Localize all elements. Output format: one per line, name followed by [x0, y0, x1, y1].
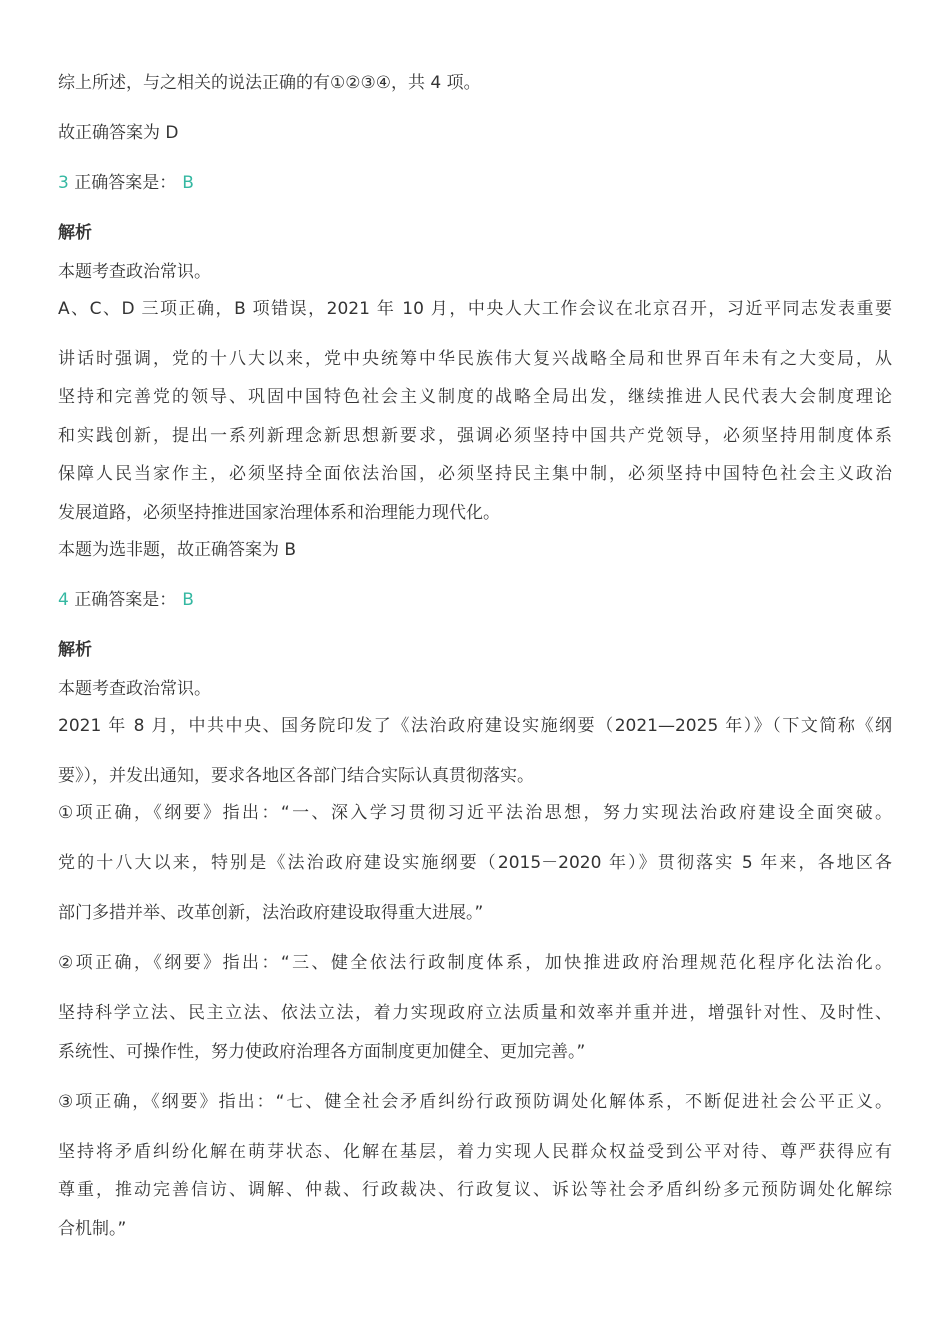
q3-paragraph-line: 保障人民当家作主，必须坚持全面依法治国，必须坚持民主集中制，必须坚持中国特色社会主义政治	[58, 464, 892, 484]
q3-answer-label: 正确答案是：	[68, 173, 177, 193]
summary-line: 综上所述，与之相关的说法正确的有①②③④，共 4 项。	[58, 73, 481, 93]
q4-paragraph-line: 坚持科学立法、民主立法、依法立法，着力实现政府立法质量和效率并重并进，增强针对性、及时性、	[58, 1003, 892, 1023]
q3-analysis-heading: 解析	[58, 223, 92, 243]
q4-topic: 本题考查政治常识。	[58, 679, 211, 699]
q4-paragraph-line: 2021 年 8 月，中共中央、国务院印发了《法治政府建设实施纲要（2021—2025 年）》（下文简称《纲	[58, 716, 892, 736]
q4-paragraph-line: 党的十八大以来，特别是《法治政府建设实施纲要（2015－2020 年）》贯彻落实 5 年来，各地区各	[58, 853, 892, 873]
q4-paragraph-line: 部门多措并举、改革创新，法治政府建设取得重大进展。”	[58, 903, 484, 923]
q3-number: 3	[58, 173, 69, 193]
q3-paragraph-line: 和实践创新，提出一系列新理念新思想新要求，强调必须坚持中国共产党领导，必须坚持用制度体系	[58, 426, 892, 446]
q3-answer-value: B	[182, 173, 194, 193]
q4-paragraph-line: 合机制。”	[58, 1219, 127, 1239]
q4-answer-value: B	[182, 590, 194, 610]
q3-paragraph-line: A、C、D 三项正确，B 项错误，2021 年 10 月，中央人大工作会议在北京召开，习近平同志发表重要	[58, 299, 892, 319]
q4-paragraph-line: 坚持将矛盾纠纷化解在萌芽状态、化解在基层，着力实现人民群众权益受到公平对待、尊严获得应有	[58, 1142, 892, 1162]
q4-paragraph-line: ①项正确，《纲要》指出：“一、深入学习贯彻习近平法治思想，努力实现法治政府建设全面突破。	[58, 803, 892, 823]
q3-paragraph-line: 坚持和完善党的领导、巩固中国特色社会主义制度的战略全局出发，继续推进人民代表大会制度理论	[58, 387, 892, 407]
q3-topic: 本题考查政治常识。	[58, 262, 211, 282]
q4-paragraph-line: 系统性、可操作性，努力使政府治理各方面制度更加健全、更加完善。”	[58, 1042, 586, 1062]
q4-paragraph-line: 尊重，推动完善信访、调解、仲裁、行政裁决、行政复议、诉讼等社会矛盾纠纷多元预防调处化解综	[58, 1180, 892, 1200]
q3-paragraph-line: 发展道路，必须坚持推进国家治理体系和治理能力现代化。	[58, 503, 500, 523]
q4-paragraph-line: ②项正确，《纲要》指出：“三、健全依法行政制度体系，加快推进政府治理规范化程序化法治化。	[58, 953, 892, 973]
q4-paragraph-line: ③项正确，《纲要》指出：“七、健全社会矛盾纠纷行政预防调处化解体系，不断促进社会公平正义。	[58, 1092, 892, 1112]
q4-answer-line	[58, 588, 194, 612]
q4-analysis-heading: 解析	[58, 640, 92, 660]
q3-paragraph-line: 讲话时强调，党的十八大以来，党中央统筹中华民族伟大复兴战略全局和世界百年未有之大变局，从	[58, 349, 892, 369]
q4-answer-label: 正确答案是：	[68, 590, 177, 610]
previous-answer-line: 故正确答案为 D	[58, 123, 179, 143]
q3-answer-line	[58, 171, 194, 195]
q3-conclusion: 本题为选非题，故正确答案为 B	[58, 540, 297, 560]
q4-number: 4	[58, 590, 69, 610]
q4-paragraph-line: 要》），并发出通知，要求各地区各部门结合实际认真贯彻落实。	[58, 766, 534, 786]
